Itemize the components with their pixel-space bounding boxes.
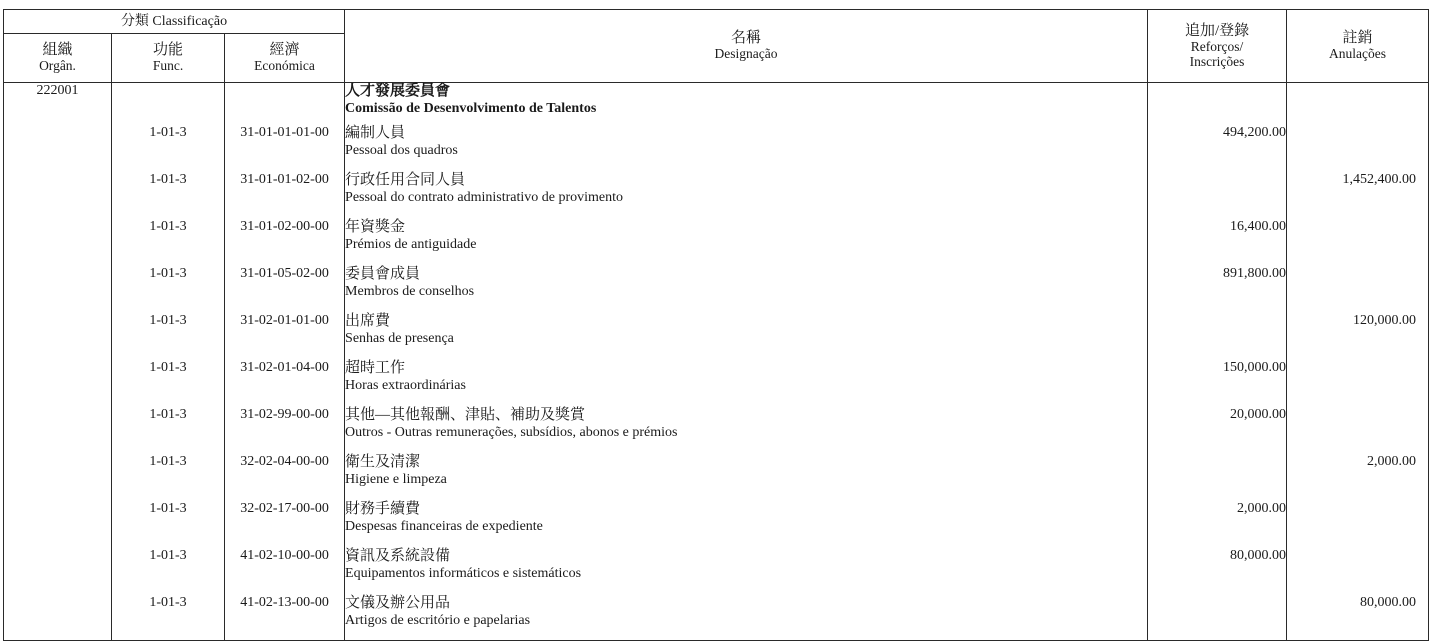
designation-pt: Horas extraordinárias xyxy=(345,378,466,393)
func-code: 1-01-3 xyxy=(112,313,225,360)
func-header-zh: 功能 xyxy=(152,42,183,58)
org-cell xyxy=(4,219,112,266)
table-row xyxy=(4,501,1429,548)
designation-pt: Equipamentos informáticos e sistemáticos xyxy=(345,566,582,581)
designation-zh: 編制人員 xyxy=(345,125,406,141)
reinforcement-amount xyxy=(1148,454,1287,501)
reinforcement-amount xyxy=(1148,313,1287,360)
annulments-header xyxy=(1287,10,1429,83)
econ-code: 31-02-99-00-00 xyxy=(225,407,345,454)
designation-pt: Despesas financeiras de expediente xyxy=(345,519,543,534)
func-header-pt: Func. xyxy=(152,58,184,73)
reinforcement-amount: 16,400.00 xyxy=(1148,219,1287,266)
designation-pt: Pessoal dos quadros xyxy=(345,143,458,158)
annulment-amount xyxy=(1287,407,1429,454)
org-cell xyxy=(4,313,112,360)
table-row xyxy=(4,313,1429,360)
designation-pt: Artigos de escritório e papelarias xyxy=(345,613,531,628)
table-row xyxy=(4,548,1429,595)
designation-cell xyxy=(345,266,1148,313)
designation-zh: 衛生及清潔 xyxy=(345,454,421,470)
org-header xyxy=(4,34,112,83)
entity-name-pt: Comissão de Desenvolvimento de Talentos xyxy=(345,101,597,116)
table-row xyxy=(4,407,1429,454)
econ-code: 31-01-05-02-00 xyxy=(225,266,345,313)
org-cell xyxy=(4,548,112,595)
func-code: 1-01-3 xyxy=(112,266,225,313)
reinforcement-amount xyxy=(1148,172,1287,219)
func-code: 1-01-3 xyxy=(112,219,225,266)
reinforcements-header-pt1: Reforços/ xyxy=(1190,38,1244,54)
designation-zh: 委員會成員 xyxy=(345,266,421,282)
table-row xyxy=(4,266,1429,313)
func-code: 1-01-3 xyxy=(112,454,225,501)
designation-header-zh: 名稱 xyxy=(731,30,762,46)
reinforcement-amount: 494,200.00 xyxy=(1148,125,1287,172)
annulment-amount xyxy=(1287,125,1429,172)
func-code: 1-01-3 xyxy=(112,125,225,172)
annulment-amount: 120,000.00 xyxy=(1287,313,1429,360)
reinforcements-header-zh: 追加/登錄 xyxy=(1184,22,1250,39)
econ-code: 41-02-13-00-00 xyxy=(225,595,345,641)
designation-cell xyxy=(345,172,1148,219)
entity-func-cell xyxy=(112,83,225,126)
func-code: 1-01-3 xyxy=(112,595,225,641)
org-cell xyxy=(4,454,112,501)
designation-cell xyxy=(345,360,1148,407)
reinforcement-amount xyxy=(1148,595,1287,641)
budget-table xyxy=(3,9,1429,641)
econ-code: 31-02-01-04-00 xyxy=(225,360,345,407)
table-row xyxy=(4,454,1429,501)
reinforcement-amount: 150,000.00 xyxy=(1148,360,1287,407)
func-header xyxy=(112,34,225,83)
annulment-amount xyxy=(1287,360,1429,407)
econ-code: 31-01-01-02-00 xyxy=(225,172,345,219)
org-cell xyxy=(4,595,112,641)
entity-row xyxy=(4,83,1429,126)
designation-pt: Outros - Outras remunerações, subsídios, abonos e prémios xyxy=(345,425,678,440)
designation-zh: 超時工作 xyxy=(345,360,406,376)
annulment-amount xyxy=(1287,501,1429,548)
annulments-header-zh: 註銷 xyxy=(1342,30,1373,46)
reinforcements-header xyxy=(1148,10,1287,83)
reinforcement-amount: 80,000.00 xyxy=(1148,548,1287,595)
org-cell xyxy=(4,360,112,407)
reinforcement-amount: 20,000.00 xyxy=(1148,407,1287,454)
entity-econ-cell xyxy=(225,83,345,126)
designation-cell xyxy=(345,548,1148,595)
annulment-amount: 1,452,400.00 xyxy=(1287,172,1429,219)
designation-zh: 其他—其他報酬、津貼、補助及獎賞 xyxy=(345,407,586,423)
designation-cell xyxy=(345,595,1148,641)
designation-header-pt: Designação xyxy=(714,46,778,61)
econ-code: 32-02-17-00-00 xyxy=(225,501,345,548)
annulment-amount xyxy=(1287,548,1429,595)
org-cell xyxy=(4,407,112,454)
designation-pt: Pessoal do contrato administrativo de provimento xyxy=(345,190,624,205)
org-cell xyxy=(4,172,112,219)
designation-cell xyxy=(345,407,1148,454)
econ-header-zh: 經濟 xyxy=(269,42,300,58)
reinforcements-header-pt2: Inscrições xyxy=(1189,53,1245,69)
annulment-amount xyxy=(1287,266,1429,313)
econ-header-pt: Económica xyxy=(254,58,315,73)
designation-pt: Higiene e limpeza xyxy=(345,472,447,487)
entity-reinforcement-cell xyxy=(1148,83,1287,126)
func-code: 1-01-3 xyxy=(112,172,225,219)
org-cell xyxy=(4,125,112,172)
designation-cell xyxy=(345,313,1148,360)
table-row xyxy=(4,360,1429,407)
designation-pt: Prémios de antiguidade xyxy=(345,237,477,252)
func-code: 1-01-3 xyxy=(112,501,225,548)
func-code: 1-01-3 xyxy=(112,548,225,595)
reinforcement-amount: 891,800.00 xyxy=(1148,266,1287,313)
designation-zh: 資訊及系統設備 xyxy=(345,548,451,564)
designation-cell xyxy=(345,125,1148,172)
econ-code: 31-01-02-00-00 xyxy=(225,219,345,266)
econ-code: 32-02-04-00-00 xyxy=(225,454,345,501)
designation-header xyxy=(345,10,1148,83)
designation-cell xyxy=(345,454,1148,501)
econ-code: 31-02-01-01-00 xyxy=(225,313,345,360)
designation-zh: 出席費 xyxy=(345,313,391,329)
org-header-pt: Orgân. xyxy=(39,58,76,73)
designation-pt: Senhas de presença xyxy=(345,331,454,346)
designation-zh: 年資獎金 xyxy=(345,219,406,235)
designation-zh: 財務手續費 xyxy=(345,501,421,517)
func-code: 1-01-3 xyxy=(112,360,225,407)
table-header xyxy=(4,10,1429,83)
table-row xyxy=(4,595,1429,641)
org-cell xyxy=(4,266,112,313)
entity-code: 222001 xyxy=(4,83,112,126)
designation-pt: Membros de conselhos xyxy=(345,284,475,299)
annulments-header-pt: Anulações xyxy=(1329,46,1387,61)
org-header-zh: 組織 xyxy=(42,42,73,58)
econ-code: 31-01-01-01-00 xyxy=(225,125,345,172)
classification-header: 分類 Classificação xyxy=(4,10,345,34)
org-cell xyxy=(4,501,112,548)
reinforcement-amount: 2,000.00 xyxy=(1148,501,1287,548)
designation-zh: 文儀及辦公用品 xyxy=(345,595,451,611)
table-body xyxy=(4,83,1429,641)
annulment-amount: 80,000.00 xyxy=(1287,595,1429,641)
entity-name-zh: 人才發展委員會 xyxy=(345,83,451,99)
econ-code: 41-02-10-00-00 xyxy=(225,548,345,595)
designation-zh: 行政任用合同人員 xyxy=(345,172,466,188)
designation-cell xyxy=(345,501,1148,548)
designation-cell xyxy=(345,219,1148,266)
entity-name-cell xyxy=(345,83,1148,126)
table-row xyxy=(4,125,1429,172)
annulment-amount: 2,000.00 xyxy=(1287,454,1429,501)
econ-header xyxy=(225,34,345,83)
func-code: 1-01-3 xyxy=(112,407,225,454)
entity-annulment-cell xyxy=(1287,83,1429,126)
annulment-amount xyxy=(1287,219,1429,266)
table-row xyxy=(4,172,1429,219)
table-row xyxy=(4,219,1429,266)
